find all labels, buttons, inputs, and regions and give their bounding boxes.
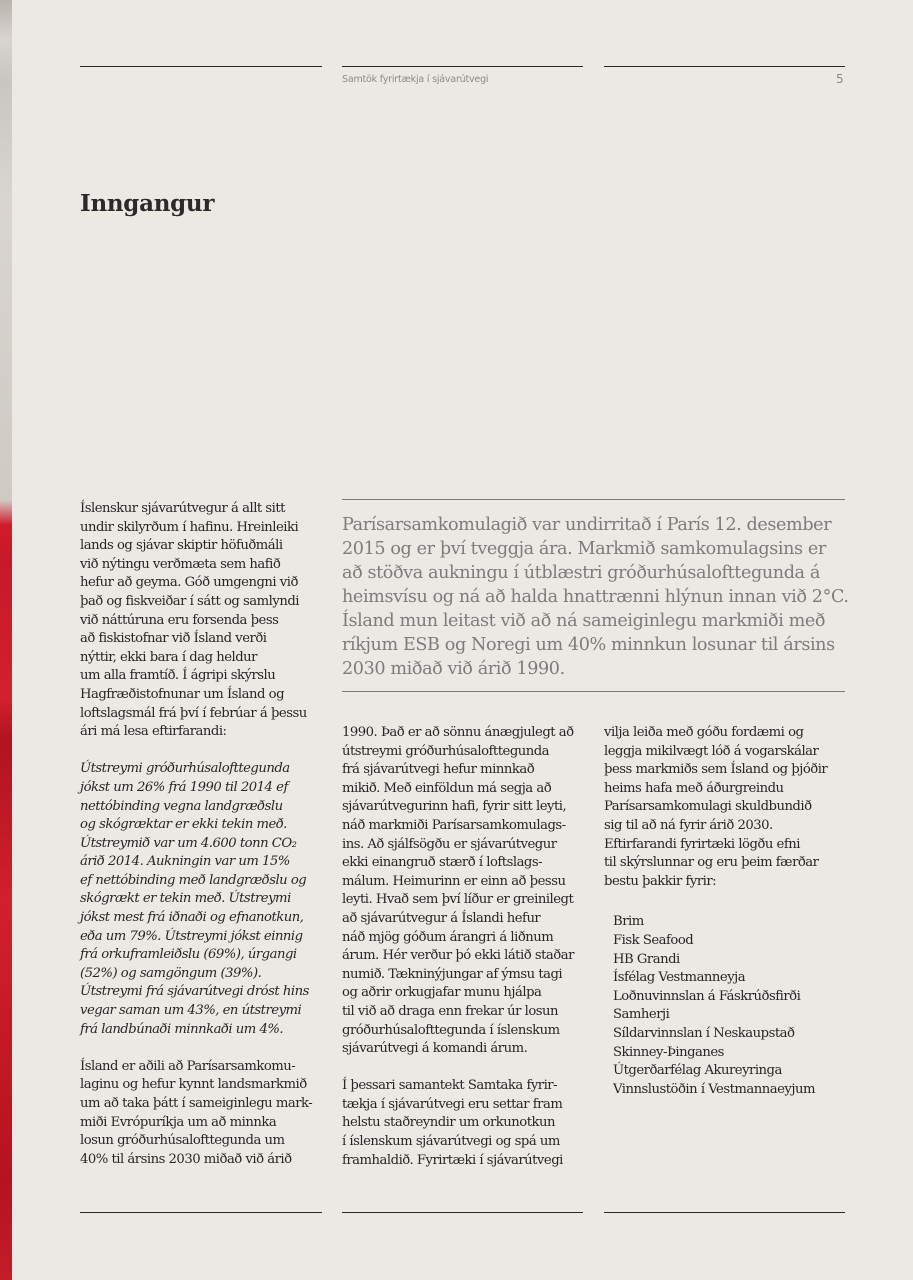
list-item: Loðnuvinnslan á Fáskrúðsfirði [613, 988, 801, 1004]
middle-column [342, 724, 587, 1189]
header-rule-left [80, 66, 322, 67]
page-number: 5 [836, 72, 844, 86]
list-item: Brim [613, 914, 644, 930]
left-column [80, 500, 325, 1188]
company-list [613, 913, 849, 1099]
pullquote-rule-top [342, 499, 845, 500]
middle-paragraph-1: 1990. Það er að sönnu ánægjulegt að útstreymi gróðurhúsalofttegunda frá sjávarútvegi hefur minnkað mikið. Með einföldun má segja að sjávarútvegurinn hafi, fyrir sitt leyti, náð markmiði Parísarsamkomulags- ins. Að sjálfsögðu er sjávarútvegur ekki einangruð stærð í loftslags- málum. Heimurinn er einn að þessu leyti. Hvað sem því líður er greinilegt að sjávarútvegur á Íslandi hefur náð mjög góðum árangri á liðnum árum. Hér verður þó ekki látið staðar numið. Tækninýjungar af ýmsu tagi og aðrir orkugjafar munu hjálpa til við að draga enn frekar úr losun gróðurhúsalofttegunda í íslenskum sjávarútvegi á komandi árum. [342, 725, 574, 1057]
middle-paragraph-2: Í þessari samantekt Samtaka fyrir- tækja í sjávarútvegi eru settar fram helstu staðreyndir um orkunotkun í íslenskum sjávarútvegi og spá um framhaldið. Fyrirtæki í sjávarútvegi [342, 1078, 563, 1168]
pullquote-rule-bottom [342, 691, 845, 692]
footer-rule-left [80, 1212, 322, 1213]
list-item: Vinnslustöðin í Vestmannaeyjum [613, 1081, 815, 1097]
right-paragraph: vilja leiða með góðu fordæmi og leggja mikilvægt lóð á vogarskálar þess markmiðs sem Ísland og þjóðir heims hafa með áðurgreindu Parísarsamkomulagi skuldbundið sig til að ná fyrir árið 2030. Eftirfarandi fyrirtæki lögðu efni til skýrslunnar og eru þeim færðar bestu þakkir fyrir: [604, 725, 828, 889]
intro-paragraph: Íslenskur sjávarútvegur á allt sitt undir skilyrðum í hafinu. Hreinleiki lands og sjávar skiptir höfuðmáli við nýtingu verðmæta sem hafið hefur að geyma. Góð umgengni við það og fiskveiðar í sátt og samlyndi við náttúruna eru forsenda þess að fiskistofnar við Ísland verði nýttir, ekki bara í dag heldur um alla framtíð. Í ágripi skýrslu Hagfræðistofnunar um Ísland og loftslagsmál frá því í febrúar á þessu ári má lesa eftirfarandi: [80, 501, 307, 740]
list-item: Fisk Seafood [613, 932, 694, 948]
list-item: Útgerðarfélag Akureyringa [613, 1063, 782, 1079]
list-item: Samherji [613, 1007, 670, 1023]
cover-photo-edge [0, 0, 12, 1280]
quoted-excerpt: Útstreymi gróðurhúsalofttegunda jókst um 26% frá 1990 til 2014 ef nettóbinding vegna landgræðslu og skógræktar er ekki tekin með. Útstreymið var um 4.600 tonn CO₂ árið 2014. Aukningin var um 15% ef nettóbinding með landgræðslu og skógrækt er tekin með. Útstreymi jókst mest frá iðnaði og efnanotkun, eða um 79%. Útstreymi jókst einnig frá orkuframleiðslu (69%), úrgangi (52%) og samgöngum (39%). Útstreymi frá sjávarútvegi dróst hins vegar saman um 43%, en útstreymi frá landbúnaði minnkaði um 4%. [80, 761, 309, 1037]
list-item: Ísfélag Vestmanneyja [613, 970, 746, 986]
list-item: Síldarvinnslan í Neskaupstað [613, 1025, 795, 1041]
footer-rule-middle [342, 1212, 583, 1213]
list-item: HB Grandi [613, 951, 680, 967]
list-item: Skinney-Þinganes [613, 1044, 724, 1060]
pullquote: Parísarsamkomulagið var undirritað í París 12. desember 2015 og er því tveggja ára. Markmið samkomulagsins er að stöðva aukningu í útblæstri gróðurhúsalofttegunda á heimsvísu og ná að halda hnattrænni hlýnun innan við 2°C. Ísland mun leitast við að ná sameiginlegu markmiði með ríkjum ESB og Noregi um 40% minnkun losunar til ársins 2030 miðað við árið 1990. [342, 515, 849, 679]
header-rule-middle [342, 66, 583, 67]
page-title: Inngangur [80, 190, 215, 217]
footer-rule-right [604, 1212, 845, 1213]
right-column [604, 724, 849, 1099]
running-head: Samtök fyrirtækja í sjávarútvegi [342, 74, 489, 85]
paris-paragraph: Ísland er aðili að Parísarsamkomu- laginu og hefur kynnt landsmarkmið um að taka þátt í sameiginlegu mark- miði Evrópuríkja um að minnka losun gróðurhúsalofttegunda um 40% til ársins 2030 miðað við árið [80, 1058, 313, 1167]
header-rule-right [604, 66, 845, 67]
